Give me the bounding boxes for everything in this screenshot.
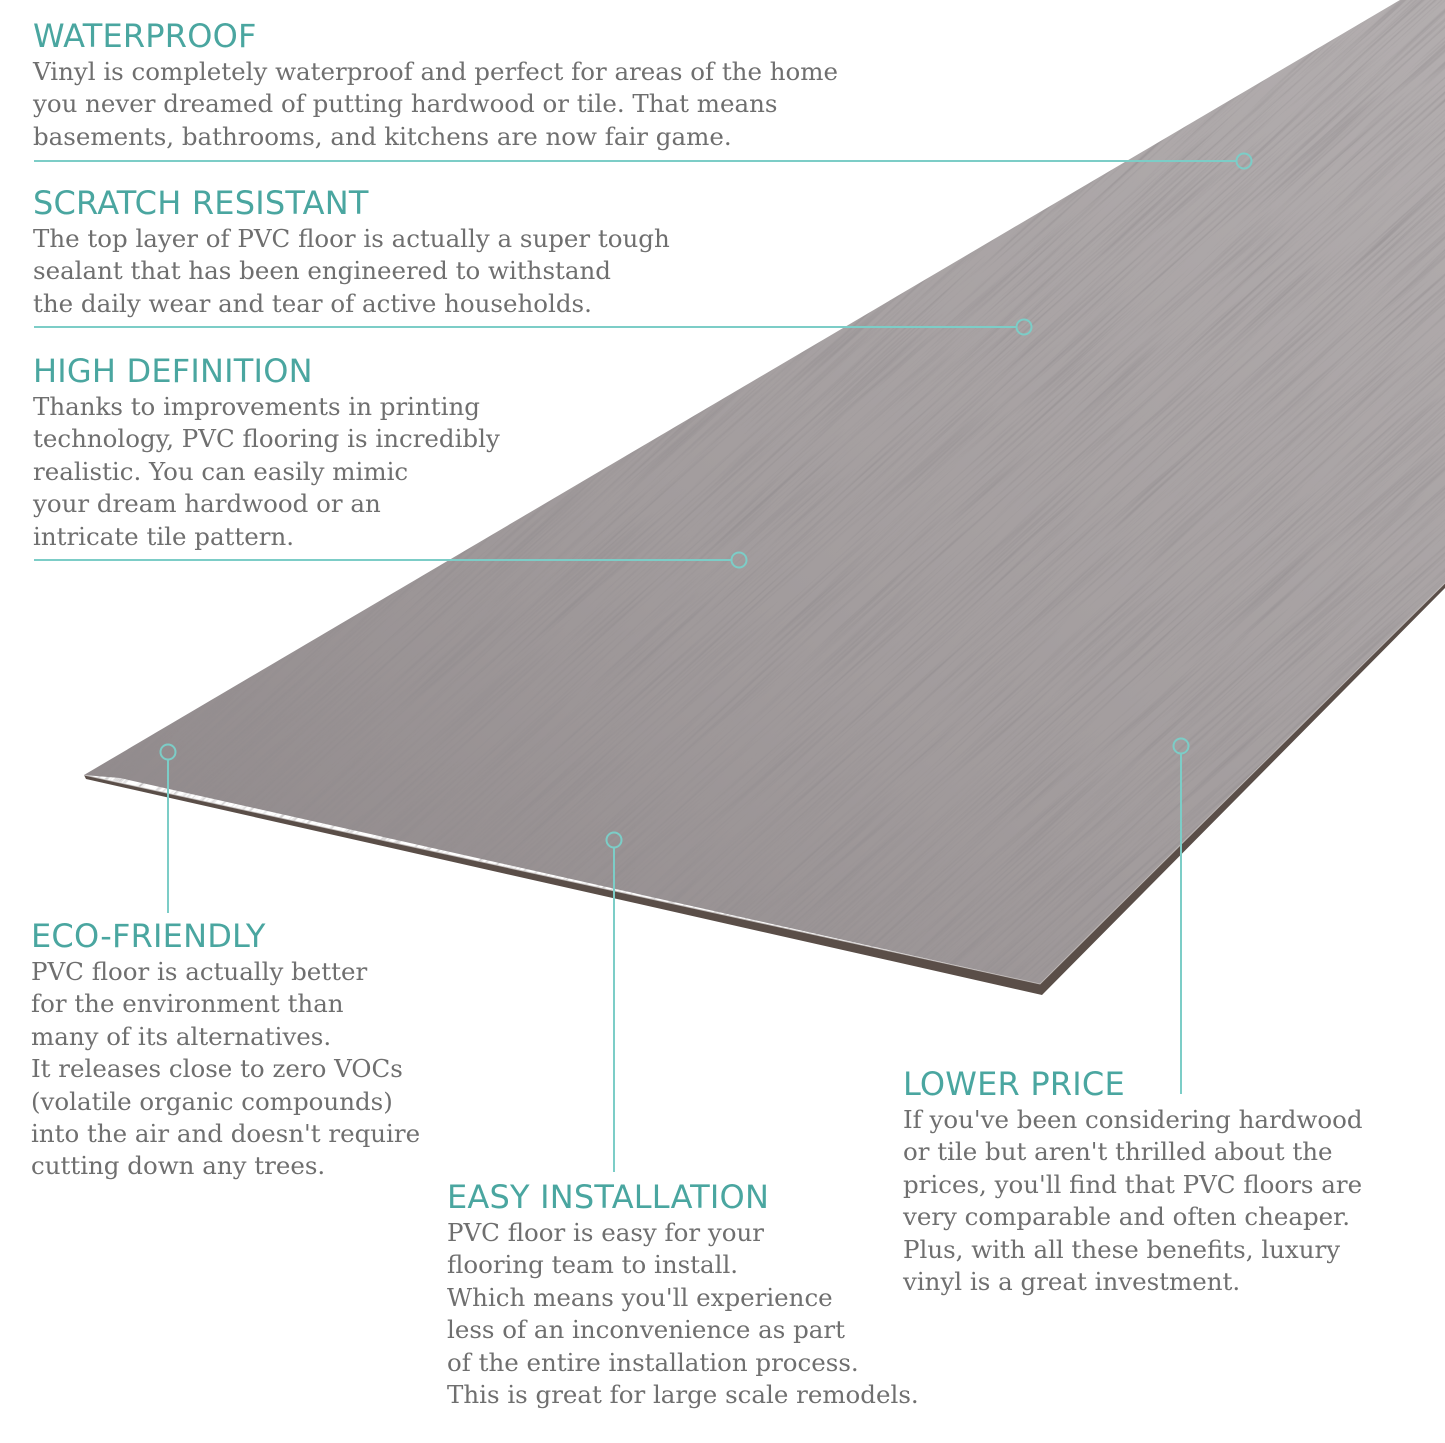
- feature-body: PVC floor is actually better for the environment than many of its alternatives. It releases close to zero VOCs (volatile organic compounds) into the air and doesn't require cutting down any trees.: [31, 957, 421, 1181]
- feature-waterproof: [33, 16, 838, 153]
- feature-body: Vinyl is completely waterproof and perfect for areas of the home you never dreamed of putting hardwood or tile. That means basements, bathrooms, and kitchens are now fair game.: [33, 57, 839, 151]
- feature-title: WATERPROOF: [33, 17, 257, 55]
- feature-easy-installation: [447, 1177, 919, 1411]
- feature-body: The top layer of PVC floor is actually a super tough sealant that has been engineered to withstand the daily wear and tear of active households.: [33, 224, 670, 318]
- feature-scratch-resistant: [33, 183, 670, 320]
- feature-eco-friendly: [31, 916, 420, 1183]
- feature-high-definition: [33, 351, 500, 553]
- feature-title: EASY INSTALLATION: [447, 1178, 770, 1216]
- feature-title: SCRATCH RESISTANT: [33, 184, 369, 222]
- feature-body: PVC floor is easy for your flooring team to install. Which means you'll experience less of an inconvenience as part of the entire installation process. This is great for large scale remodels.: [447, 1218, 919, 1410]
- feature-title: HIGH DEFINITION: [33, 352, 313, 390]
- feature-body: If you've been considering hardwood or tile but aren't thrilled about the prices, you'll find that PVC floors are very comparable and often cheaper. Plus, with all these benefits, luxury vinyl is a great investment.: [903, 1105, 1363, 1297]
- feature-title: LOWER PRICE: [903, 1065, 1125, 1103]
- feature-title: ECO-FRIENDLY: [31, 917, 266, 955]
- feature-lower-price: [903, 1064, 1363, 1298]
- feature-body: Thanks to improvements in printing technology, PVC flooring is incredibly realistic. You can easily mimic your dream hardwood or an intricate tile pattern.: [33, 392, 500, 551]
